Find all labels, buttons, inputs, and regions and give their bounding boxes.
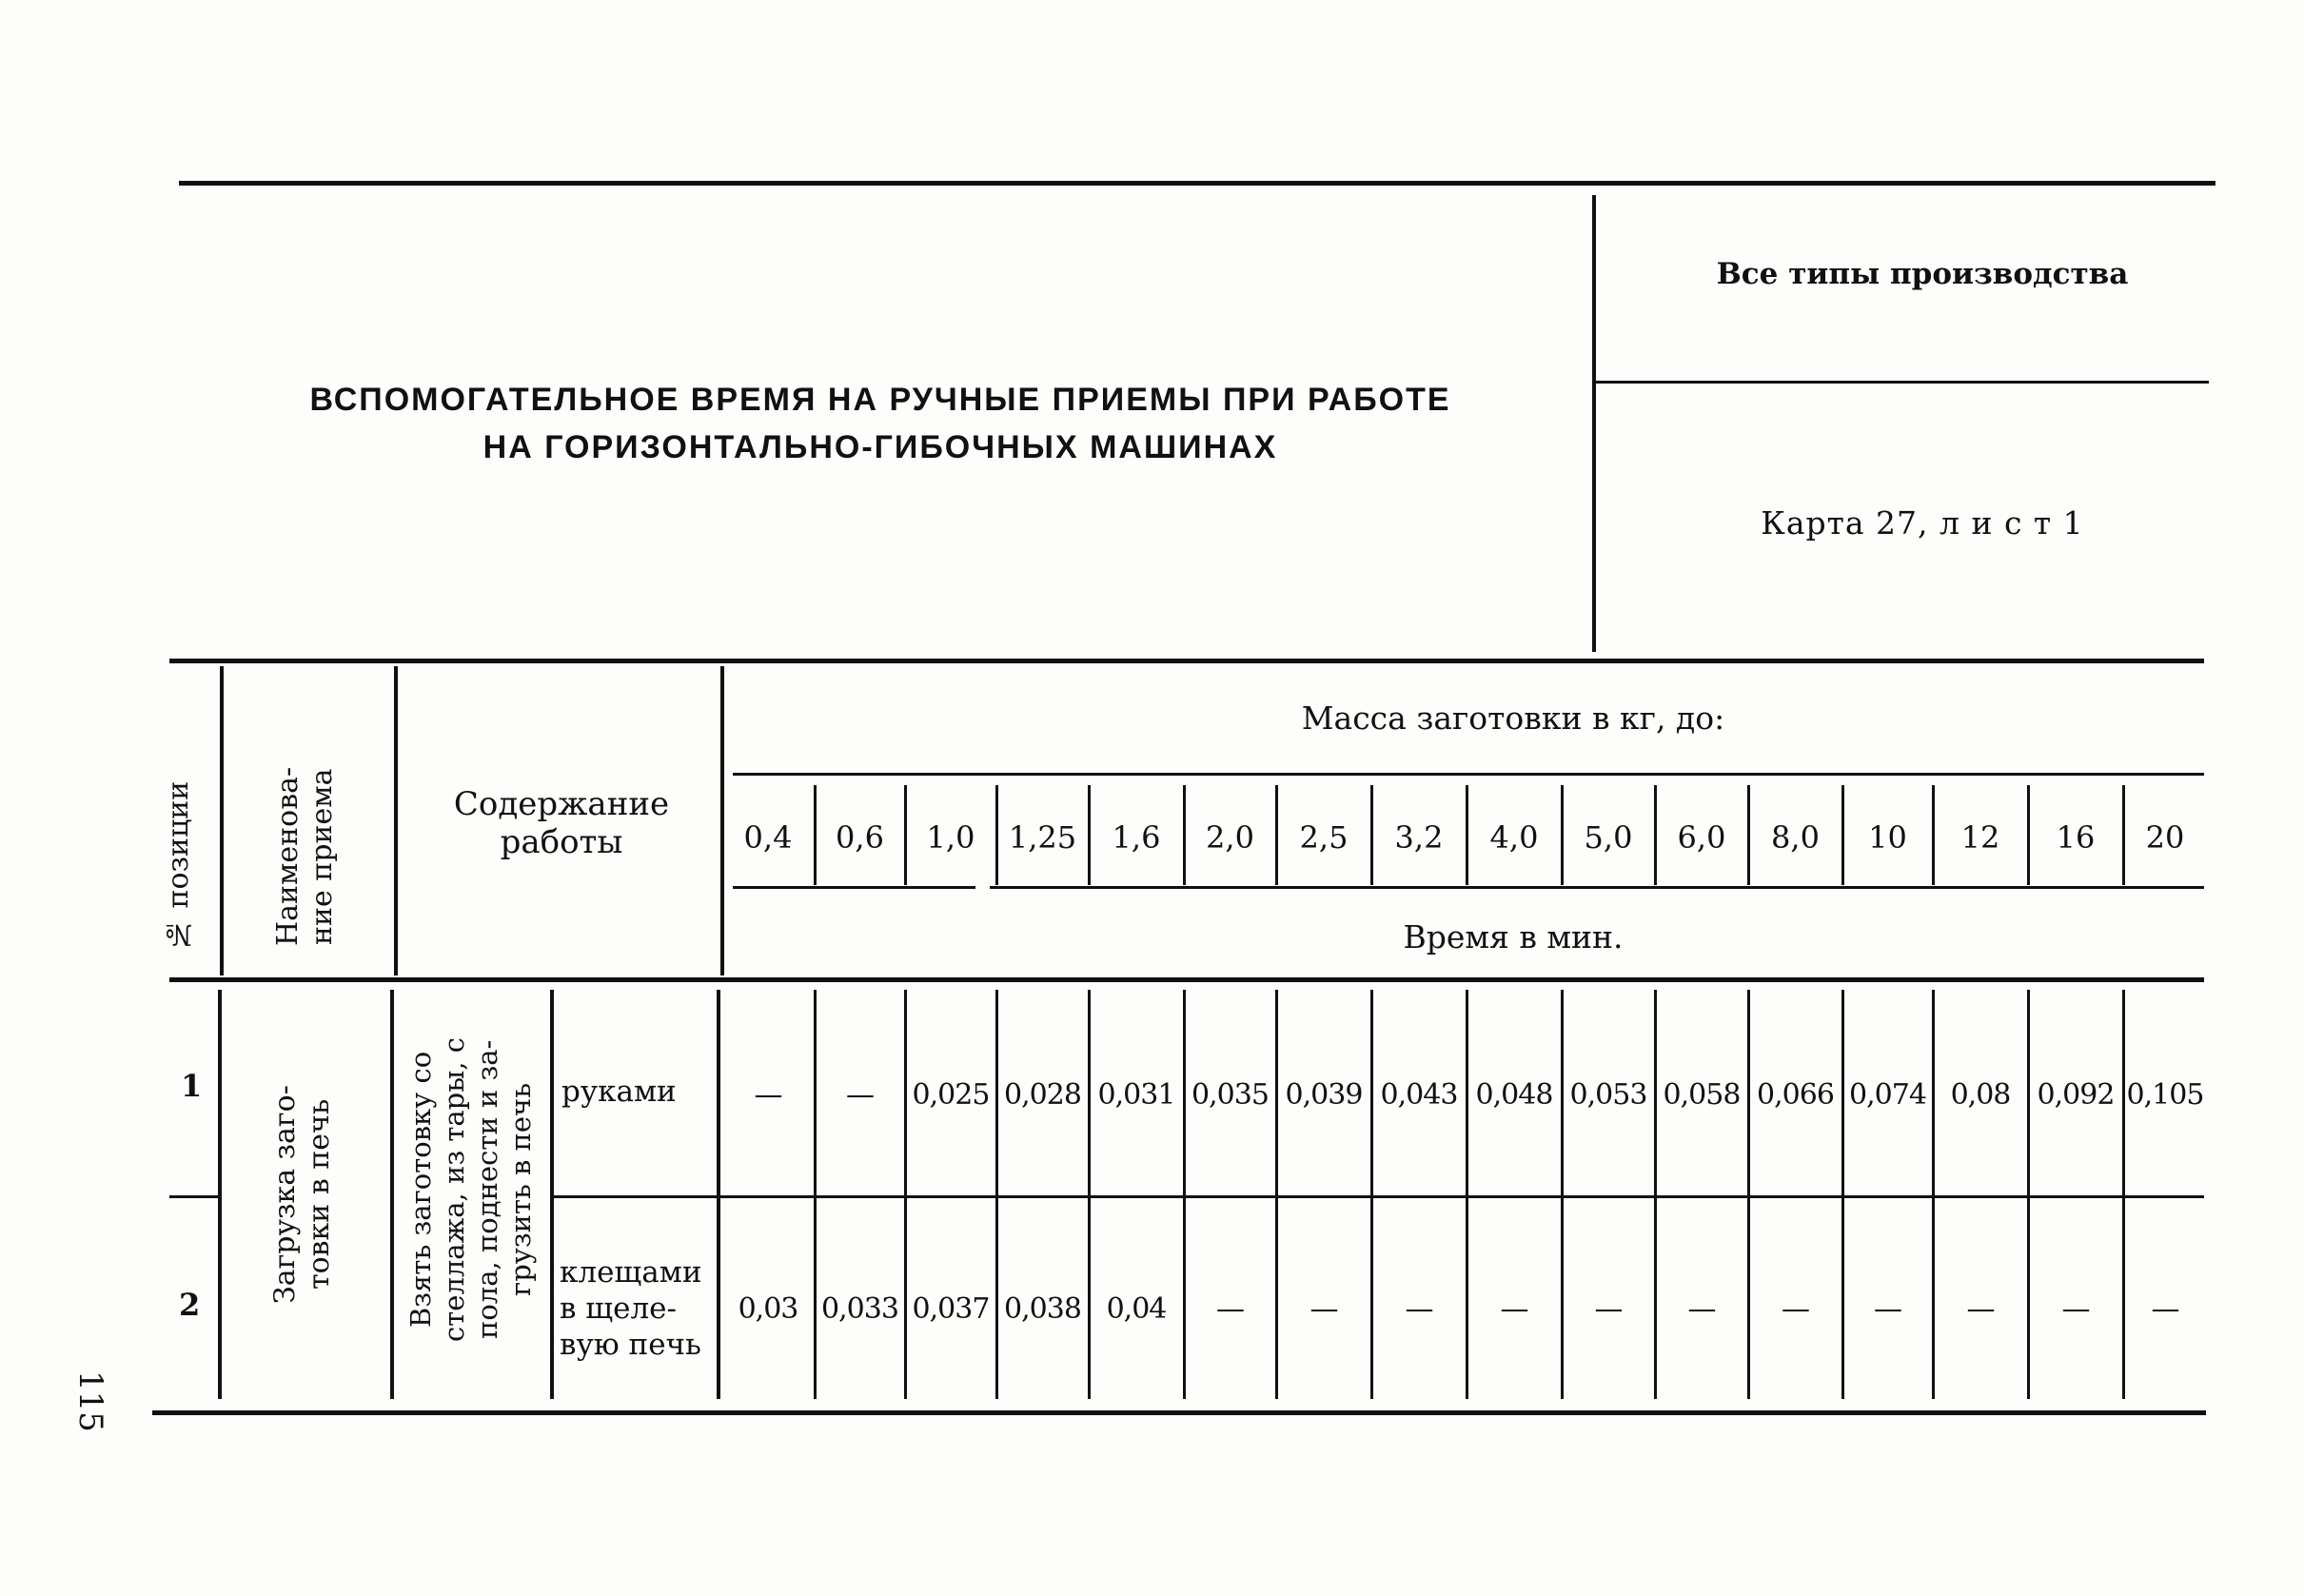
col-divider-3 <box>550 990 554 1399</box>
col-divider-1 <box>220 666 224 975</box>
mass-col-divider <box>1932 785 1935 885</box>
time-value: 0,033 <box>821 1291 898 1326</box>
row-1-number: 1 <box>181 1068 203 1104</box>
col-divider-1b <box>218 990 222 1399</box>
production-type: Все типы производства <box>1716 257 2129 291</box>
col-divider-4b <box>717 990 720 1399</box>
mass-col-divider <box>1654 785 1657 885</box>
time-value: 0,028 <box>1004 1077 1081 1112</box>
row-2-number: 2 <box>179 1287 201 1323</box>
mass-col-divider <box>1841 785 1844 885</box>
time-value: 0,058 <box>1663 1077 1741 1112</box>
mass-col-divider <box>1275 785 1278 885</box>
col-divider-2b <box>390 990 394 1399</box>
mass-value: 4,0 <box>1489 819 1539 856</box>
time-value: 0,043 <box>1380 1077 1458 1112</box>
mass-col-divider <box>814 785 817 885</box>
card-number: Карта 27, л и с т 1 <box>1761 504 2084 542</box>
time-value: 0,038 <box>1004 1291 1081 1326</box>
mass-value: 16 <box>2056 819 2096 856</box>
time-value: 0,08 <box>1950 1077 2011 1112</box>
mass-value: 0,4 <box>743 819 793 856</box>
row-divider-left <box>169 1195 219 1198</box>
table-bottom-rule <box>152 1410 2206 1415</box>
time-value: 0,03 <box>738 1291 798 1326</box>
mass-value: 0,6 <box>836 819 884 856</box>
mass-col-divider <box>1370 785 1373 885</box>
title-line-2: НА ГОРИЗОНТАЛЬНО-ГИБОЧНЫХ МАШИНАХ <box>482 429 1278 465</box>
time-value: — <box>2151 1291 2179 1326</box>
time-value: — <box>1874 1291 1901 1326</box>
row-2-tool: клещами в щеле- вую печь <box>560 1255 702 1362</box>
time-value: — <box>1405 1291 1433 1326</box>
time-value: 0,031 <box>1097 1077 1175 1112</box>
content-column-header: Содержание работы <box>453 785 670 861</box>
mass-value: 6,0 <box>1677 819 1726 856</box>
mass-values-bottom-rule-a <box>733 886 975 889</box>
top-rule <box>179 181 2215 186</box>
mass-col-divider <box>1561 785 1564 885</box>
title-line-1: ВСПОМОГАТЕЛЬНОЕ ВРЕМЯ НА РУЧНЫЕ ПРИЕМЫ ПРИ РАБОТЕ <box>309 382 1451 418</box>
time-value: 0,037 <box>912 1291 990 1326</box>
mass-col-divider <box>995 785 998 885</box>
time-value: 0,074 <box>1849 1077 1926 1112</box>
mass-col-divider <box>1747 785 1750 885</box>
row-divider <box>552 1195 2204 1198</box>
time-value: 0,092 <box>2037 1077 2115 1112</box>
time-value: — <box>1310 1291 1338 1326</box>
operation-name: Загрузка заго- товки в печь <box>268 1085 336 1304</box>
page-title <box>247 376 1513 471</box>
time-value: — <box>846 1077 874 1112</box>
mass-value: 20 <box>2145 819 2185 856</box>
mass-value: 1,0 <box>926 819 975 856</box>
row-1-tool: руками <box>561 1074 677 1109</box>
mass-col-divider <box>1466 785 1468 885</box>
time-value: 0,105 <box>2126 1077 2204 1112</box>
header-divider-vertical <box>1592 195 1596 652</box>
mass-value: 12 <box>1960 819 2000 856</box>
mass-col-divider <box>1183 785 1186 885</box>
mass-col-divider <box>904 785 907 885</box>
table-top-rule <box>169 659 2204 663</box>
mass-value: 1,25 <box>1008 819 1077 856</box>
time-value: — <box>1216 1291 1244 1326</box>
time-value: 0,035 <box>1191 1077 1269 1112</box>
mass-value: 10 <box>1868 819 1907 856</box>
time-value: 0,053 <box>1569 1077 1647 1112</box>
time-value: — <box>1966 1291 1995 1326</box>
operation-content: Взять заготовку со стеллажа, из тары, с пола, поднести и за- грузить в печь <box>404 1037 537 1343</box>
time-value: 0,066 <box>1757 1077 1834 1112</box>
mass-value: 1,6 <box>1112 819 1161 856</box>
mass-value: 5,0 <box>1584 819 1633 856</box>
time-header: Время в мин. <box>1403 918 1624 956</box>
time-value: — <box>1687 1291 1716 1326</box>
time-value: 0,039 <box>1285 1077 1363 1112</box>
mass-col-divider <box>2122 785 2125 885</box>
time-value: 0,048 <box>1475 1077 1553 1112</box>
mass-values-bottom-rule-b <box>990 886 2204 889</box>
mass-col-divider <box>1088 785 1091 885</box>
time-value: — <box>1594 1291 1623 1326</box>
time-value: — <box>1782 1291 1809 1326</box>
mass-value: 2,0 <box>1206 819 1254 856</box>
col-divider-2 <box>394 666 398 975</box>
mass-value: 3,2 <box>1394 819 1444 856</box>
mass-col-divider <box>2027 785 2030 885</box>
mass-subheader-rule <box>733 773 2204 776</box>
mass-header: Масса заготовки в кг, до: <box>1301 699 1725 737</box>
time-value: — <box>2061 1291 2090 1326</box>
table-header-bottom-rule <box>169 977 2204 982</box>
mass-value: 2,5 <box>1299 819 1349 856</box>
page-number: 115 <box>71 1370 109 1432</box>
mass-value: 8,0 <box>1771 819 1820 856</box>
time-value: 0,025 <box>912 1077 990 1112</box>
time-value: — <box>1500 1291 1528 1326</box>
time-value: 0,04 <box>1106 1291 1167 1326</box>
position-column-header: № позиции <box>162 780 195 952</box>
header-divider-horizontal <box>1595 381 2209 384</box>
name-column-header: Наименова- ние приема <box>271 766 339 947</box>
time-value: — <box>754 1077 782 1112</box>
